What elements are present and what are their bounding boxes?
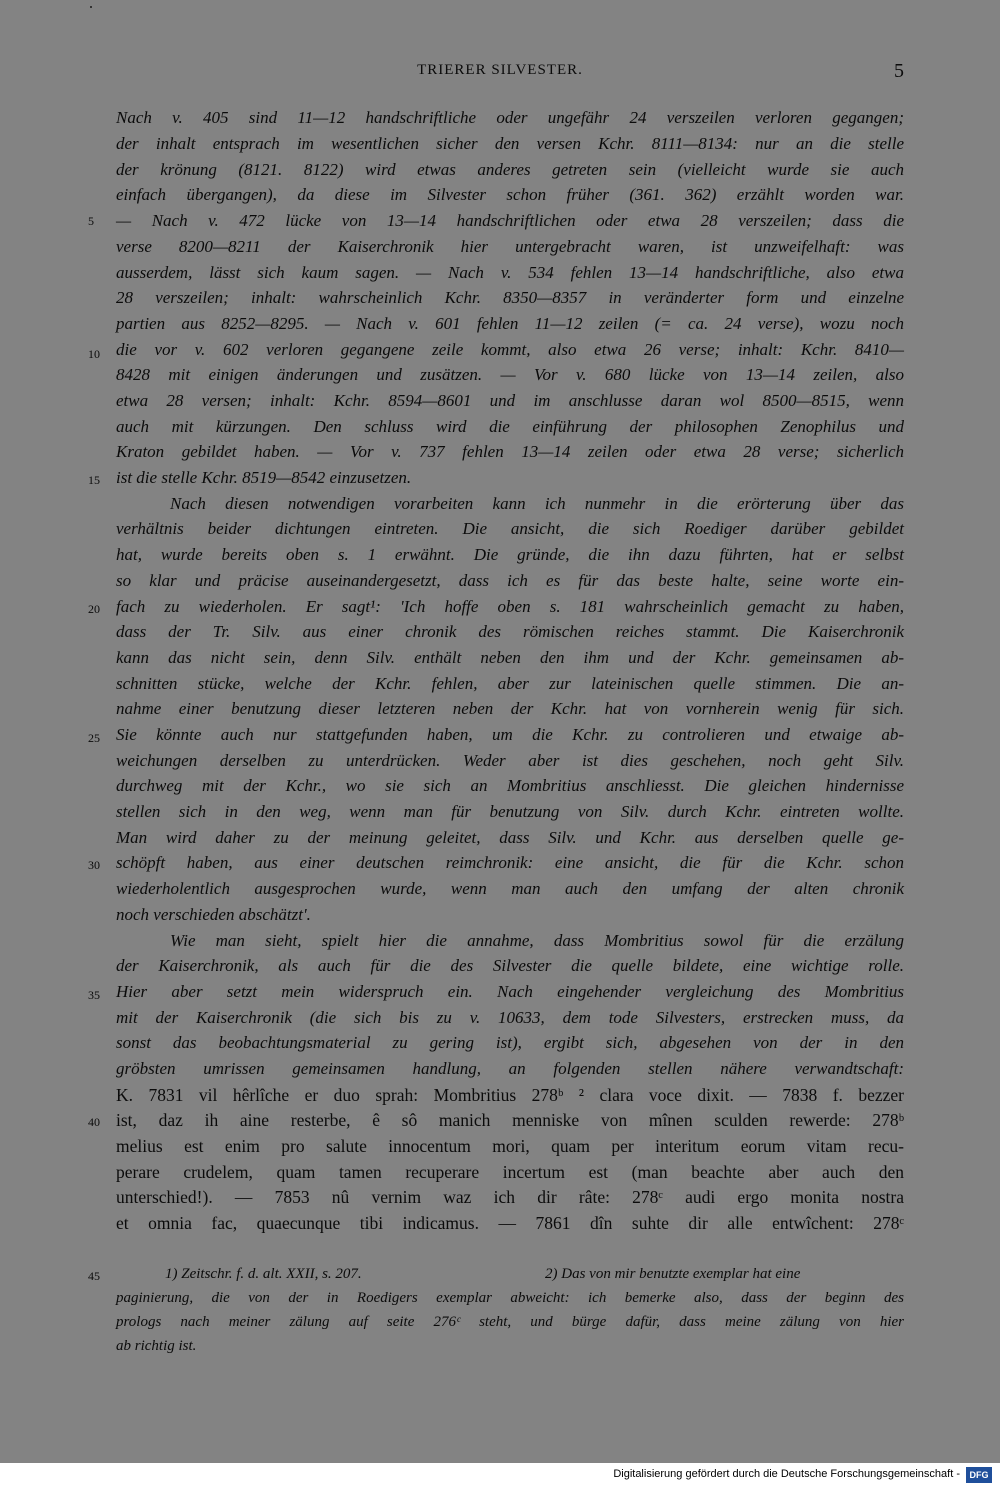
text-line: schöpft haben, aus einer deutschen reimchronik: eine ansicht, die für die Kchr. schon [116, 853, 904, 872]
text-line: hat, wurde bereits oben s. 1 erwähnt. Die gründe, die ihn dazu führten, hat er selbst [116, 545, 904, 564]
page-header [0, 62, 1000, 86]
text-line: stellen sich in den weg, wenn man für benutzung von Silv. durch Kchr. eintreten wollte. [116, 802, 904, 821]
text-line: verhältnis beider dichtungen eintreten. Die ansicht, die sich Roediger darüber gebildet [116, 519, 904, 538]
page-number: 5 [894, 60, 904, 82]
text-line: Man wird daher zu der meinung geleitet, dass Silv. und Kchr. aus derselben quelle ge- [116, 828, 904, 847]
text-line: noch verschieden abschätzt'. [116, 905, 311, 924]
text-line: nahme einer benutzung dieser letzteren neben der Kchr. hat von vornherein wenig für sich. [116, 699, 904, 718]
text-line: der krönung (8121. 8122) wird etwas anderes getreten sein (vielleicht wurde sie auch [116, 160, 904, 179]
line-number: 15 [88, 473, 100, 487]
footnote-1: 1) Zeitschr. f. d. alt. XXII, s. 207. [165, 1266, 362, 1282]
text-line: Hier aber setzt mein widerspruch ein. Nach eingehender vergleichung des Mombritius [116, 982, 904, 1001]
text-line: 28 verszeilen; inhalt: wahrscheinlich Kchr. 8350—8357 in veränderter form und einzelne [116, 288, 904, 307]
text-line: et omnia fac, quaecunque tibi indicamus. — 7861 dîn suhte dir alle entwîchent: 278ᶜ [116, 1213, 904, 1233]
running-title: TRIERER SILVESTER. [417, 62, 583, 78]
text-line: der inhalt entsprach im wesentlichen sicher den versen Kchr. 8111—8134: nur an die stelle [116, 134, 904, 153]
text-line: etwa 28 versen; inhalt: Kchr. 8594—8601 und im anschlusse daran wol 8500—8515, wenn [116, 391, 904, 410]
text-line: weichungen derselben zu unterdrücken. Weder aber ist dies geschehen, noch geht Silv. [116, 751, 904, 770]
text-line: perare crudelem, quam tamen recuperare incertum est (man beachte aber auch den [116, 1162, 904, 1182]
text-line: durchweg mit der Kchr., wo sie sich an Mombritius anschliesst. Die gleichen hindernisse [116, 776, 904, 795]
text-line: sonst das beobachtungsmaterial zu gering ist), ergibt sich, abgesehen von der in den [116, 1033, 904, 1052]
line-number: 30 [88, 858, 100, 872]
footnote-line [165, 1262, 904, 1286]
footnote-line: prologs nach meiner zälung auf seite 276ᶜ steht, und bürge dafür, dass meine zälung von hier [116, 1314, 904, 1330]
text-line: Kraton gebildet haben. — Vor v. 737 fehlen 13—14 zeilen oder etwa 28 verse; sicherlich [116, 442, 904, 461]
text-line: einfach übergangen), da diese im Silvester schon früher (361. 362) erzählt worden war. [116, 185, 904, 204]
text-line: kann das nicht sein, denn Silv. enthält neben den ihm und der Kchr. gemeinsamen ab- [116, 648, 904, 667]
funding-notice: Digitalisierung gefördert durch die Deutsche Forschungsgemeinschaft - [613, 1468, 960, 1480]
text-line: Nach v. 405 sind 11—12 handschriftliche oder ungefähr 24 verszeilen verloren gegangen; [116, 108, 904, 127]
footnote-line: ab richtig ist. [116, 1338, 197, 1354]
text-line: wiederholentlich ausgesprochen wurde, wenn man auch den umfang der alten chronik [116, 879, 904, 898]
text-line: ausserdem, lässt sich kaum sagen. — Nach v. 534 fehlen 13—14 handschriftliche, also etwa [116, 263, 904, 282]
text-line: dass der Tr. Silv. aus einer chronik des römischen reiches stammt. Die Kaiserchronik [116, 622, 904, 641]
line-number: 5 [88, 214, 94, 228]
text-line: der Kaiserchronik, als auch für die des Silvester die quelle bildete, eine wichtige rolle. [116, 956, 904, 975]
text-line: schnitten stücke, welche der Kchr. fehlen, aber zur lateinischen quelle stimmen. Die an- [116, 674, 904, 693]
text-line: K. 7831 vil hêrlîche er duo sprah: Mombritius 278ᵇ ² clara voce dixit. — 7838 f. bezzer [116, 1085, 904, 1105]
text-line: die vor v. 602 verloren gegangene zeile kommt, also etwa 26 verse; inhalt: Kchr. 8410— [116, 340, 904, 359]
text-line: verse 8200—8211 der Kaiserchronik hier untergebracht waren, ist unzweifelhaft: was [116, 237, 904, 256]
text-line: mit der Kaiserchronik (die sich bis zu v. 10633, dem tode Silvesters, erstrecken muss, da [116, 1008, 904, 1027]
footnote-2-start: 2) Das von mir benutzte exemplar hat eine [545, 1266, 801, 1282]
text-line: auch mit kürzungen. Den schluss wird die einführung der philosophen Zenophilus und [116, 417, 904, 436]
text-line: — Nach v. 472 lücke von 13—14 handschriftlichen oder etwa 28 verszeilen; dass die [116, 211, 904, 230]
footnote-line: paginierung, die von der in Roedigers exemplar abweicht: ich bemerke also, dass der beginn des [116, 1290, 904, 1306]
text-line: melius est enim pro salute innocentum mori, quam per interitum eorum vitam recu- [116, 1136, 904, 1156]
line-number: 40 [88, 1115, 100, 1129]
text-line: so klar und präcise auseinandergesetzt, dass ich es für das beste halte, seine worte ein- [116, 571, 904, 590]
text-line: partien aus 8252—8295. — Nach v. 601 fehlen 11—12 zeilen (= ca. 24 verse), wozu noch [116, 314, 904, 333]
line-number: 35 [88, 988, 100, 1002]
text-line: Sie könnte auch nur stattgefunden haben, um die Kchr. zu controlieren und etwaige ab- [116, 725, 904, 744]
text-line: 8428 mit einigen änderungen und zusätzen. — Vor v. 680 lücke von 13—14 zeilen, also [116, 365, 904, 384]
text-line: ist, daz ih aine resterbe, ê sô manich menniske von mînen sculden rewerde: 278ᵇ [116, 1110, 904, 1130]
scan-speck [90, 6, 92, 8]
text-line: gröbsten umrissen gemeinsamen handlung, an folgenden stellen nähere verwandtschaft: [116, 1059, 904, 1078]
dfg-logo[interactable]: DFG [966, 1467, 992, 1483]
funding-footer [0, 1463, 1000, 1489]
text-line: unterschied!). — 7853 nû vernim waz ich dir râte: 278ᶜ audi ergo monita nostra [116, 1187, 904, 1207]
text-line: Nach diesen notwendigen vorarbeiten kann ich nunmehr in die erörterung über das [170, 494, 904, 513]
text-line: Wie man sieht, spielt hier die annahme, dass Mombritius sowol für die erzälung [170, 931, 904, 950]
text-line: fach zu wiederholen. Er sagt¹: 'Ich hoffe oben s. 181 wahrscheinlich gemacht zu haben, [116, 597, 904, 616]
text-line: ist die stelle Kchr. 8519—8542 einzusetzen. [116, 468, 412, 487]
line-number: 10 [88, 347, 100, 361]
line-number: 25 [88, 731, 100, 745]
line-number: 45 [88, 1269, 100, 1283]
line-number: 20 [88, 602, 100, 616]
